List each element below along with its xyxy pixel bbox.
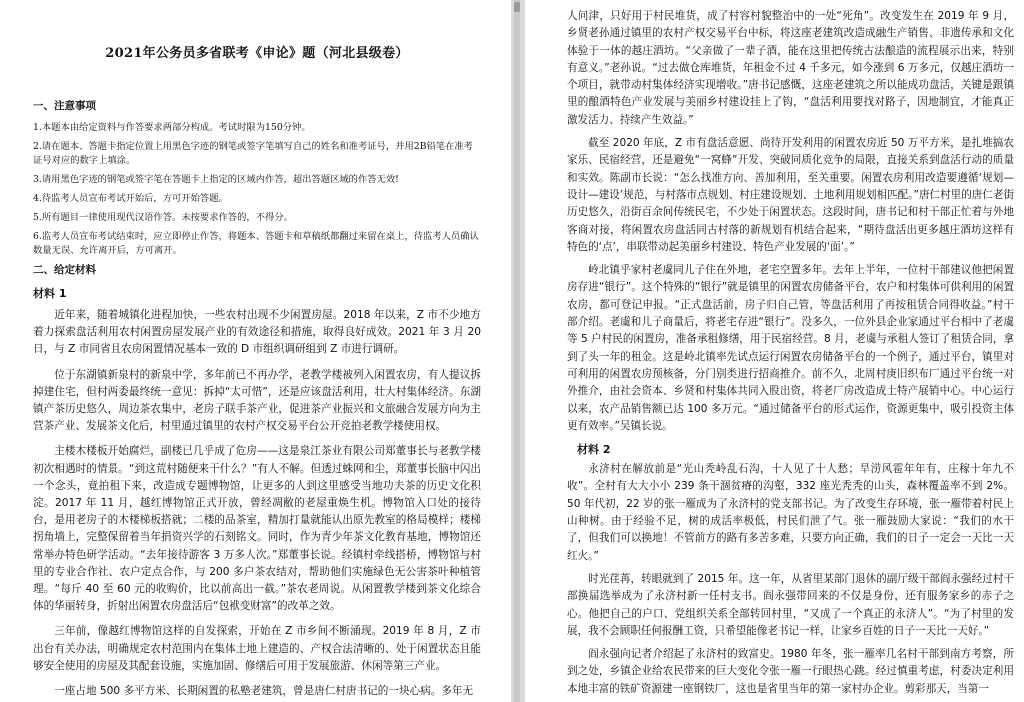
scrollbar-thumb[interactable]	[514, 2, 520, 12]
materials-heading: 二、给定材料	[33, 264, 96, 276]
body-paragraph: 时光荏苒，转眼就到了 2015 年。这一年，从省里某部门退休的副厅级干部阎永强经过村干部换届选举成为了永济村新一任村支书。阎永强带回来的不仅是身份，还有服务家乡的赤子之心。他把自己的户口、党组织关系全部转回村里，“又成了一个真正的永济人”。“为了村里的发展，我不会顾职任何报酬工资，只希望能像老书记一样，让家乡百姓的日子一天比一天好。”	[567, 572, 1014, 637]
notice-item: 3.请用黑色字迹的钢笔或签字笔在答题卡上指定的区域内作答，超出答题区域的作答无效!	[33, 174, 399, 185]
notice-item: 2.请在题本、答题卡指定位置上用黑色字迹的钢笔或签字笔填写自己的姓名和准考证号，并用2B铅笔在准考证号对应的数字上填涂。	[33, 141, 473, 166]
material-1-heading: 材料 1	[33, 287, 67, 300]
body-paragraph: 人问津，只好用于村民堆货，成了村容村貌整治中的一处“死角”。改变发生在 2019 年 9 月，乡贤老孙通过镇里的农村产权交易平台中标，将这座老建筑改造成融生产销售、非遗传承和文化体验于一体的越庄酒坊。“父亲做了一辈子酒，能在这里把传统古法酿造的流程展示出来，特别有意义。”老孙说。“过去做仓库堆货，年租金不过 4 千多元，如今涨到 6 万多元，仅越庄酒坊一个项目，就带动村集体经济实现增收。”唐书记感慨，这座老建筑之所以能成功盘活，关键是跟镇里的酿酒特色产业发展与美丽乡村建设挂上了钩，“盘活利用要找对路子，因地制宜，才能真正激发活力、持续产生效益。”	[567, 10, 1014, 126]
notice-item: 1.本题本由给定资料与作答要求两部分构成。考试时限为150分钟。	[33, 122, 311, 133]
notice-item: 6.监考人员宣布考试结束时，应立即停止作答，将题本、答题卡和草稿纸都翻过来留在桌上，待监考人员确认数量无误、允许离开后，方可离开。	[33, 231, 479, 256]
vertical-scrollbar[interactable]	[514, 0, 520, 702]
body-paragraph: 一座占地 500 多平方米、长期闲置的私塾老建筑，曾是唐仁村唐书记的一块心病。多年无	[54, 685, 474, 698]
body-paragraph: 三年前，像越红博物馆这样的自发探索，开始在 Z 市乡间不断涌现。2019 年 8 月，Z 市出台有关办法，明确规定农村范围内在集体土地上建造的、产权合法清晰的、处于闲置状态且能够安全使用的房屋及其配套设施，实施加固、修缮后可用于发展旅游、休闲等第三产业。	[33, 625, 481, 672]
notice-item: 5.所有题目一律使用现代汉语作答。未按要求作答的，不得分。	[33, 212, 293, 223]
doc-title: 2021年公务员多省联考《申论》题（河北县级卷）	[105, 46, 409, 61]
material-2-heading: 材料 2	[577, 443, 611, 457]
body-paragraph: 位于东湖镇新泉村的新泉中学，多年前已不再办学，老教学楼被列入闲置农房，有人提议拆掉建住宅，但村两委最终统一意见：拆掉“太可惜”，还是应该盘活利用，壮大村集体经济。东湖镇产茶历史悠久，周边茶农集中，老房子联手茶产业，促进茶产业振兴和文旅融合发展方向为主营茶产业、发展茶文化后，村里通过镇里的农村产权交易平台公开竞拍老教学楼使用权。	[33, 368, 481, 433]
body-paragraph: 截至 2020 年底，Z 市有盘活意愿、尚待开发利用的闲置农房近 50 万平方米，是扎堆搞农家乐、民宿经营，还是避免“一窝蜂”开发、突破同质化竞争的局限，直接关系到盘活行动的质量和实效。陈副市长说：“怎么找准方向、善加利用，至关重要。闲置农房利用改造要遵循‘规划—设计—建设’规范，与村落市点规划、村庄建设规划、土地利用规划相匹配。”唐仁村里的唐仁老街历史悠久，沿街百余间传统民宅，不少处于闲置状态。这段时间，唐书记和村干部正忙着与外地客商对接，将闲置农房盘活同古村落的新规划有机结合起来，“期待盘活出更多越庄酒坊这样有特色的‘点’，串联带动起美丽乡村建设、特色产业发展的‘面’。”	[567, 137, 1014, 253]
document-page-right	[525, 0, 1024, 702]
body-paragraph: 岭北镇乎家村老虞同儿子住在外地，老宅空置多年。去年上半年，一位村干部建议他把闲置房存进“银行”。这个特殊的“银行”就是镇里的闲置农房储备平台，农户和村集体可供利用的闲置农房，都可登记申报。“正式盘活前，房子归自己管，等盘活利用了再按租赁合同得收益。”村干部介绍。老虞和儿子商量后，将老宅存进“银行”。没多久，一位外县企业家通过平台相中了老虞等 5 户村民的闲置房，准备承租修缮，用于民宿经营。8 月，老虞与承租人签订了租赁合同，拿到了头一年的租金。这是岭北镇率先试点运行闲置农房储备平台的一个例子，通过平台，镇里对可利用的闲置农房预核备，分门别类进行招商推介。前不久，北周村庚旧织布厂通过平台统一对外推介，由社会资本、乡贤和村集体共同入股出资，将老厂房改造成土特产展销中心。中心运行以来，农产品销售额已达 100 多万元。“通过储备平台的形式运作，资源更集中，吸引投资主体更有效率。”吴镇长说。	[567, 264, 1014, 432]
body-paragraph: 近年来，随着城镇化进程加快，一些农村出现不少闲置房屋。2018 年以来，Z 市不少地方着力探索盘活利用农村闲置房屋发展产业的有效途径和措施，取得良好成效。2021 年 3 月 20 日，与 Z 市同省且农房闲置情况基本一致的 D 市组织调研组到 Z 市进行调研。	[33, 309, 481, 356]
document-page-left	[0, 0, 511, 702]
notice-heading: 一、注意事项	[33, 100, 96, 112]
body-paragraph: 阎永强向记者介绍起了永济村的致富史。1980 年冬，张一雁率几名村干部到南方考察，所到之处，乡镇企业给农民带来的巨大变化令张一雁一行眼热心跳。经过慎重考虑，村委决定利用本地丰富的铁矿资源建一座钢铁厂，这也是省里当年的第一家村办企业。剪彩那天，当第一	[567, 648, 1014, 695]
body-paragraph: 主楼木楼板开始腐烂，副楼已几乎成了危房——这是泉江茶业有限公司郑董事长与老教学楼初次相遇时的情景。“到这荒村随便来干什么？”有人不解。但透过蛛网和尘，郑董事长脑中闪出一个念头，竟拍租下来，改造成专题博物馆，让更多的人到这里感受当地功夫茶的历史文化积淀。2017 年 11 月，越红博物馆正式开放，曾经凋敝的老屋重焕生机。博物馆入口处的接待台，是用老房子的木楼梯板搭就；二楼的品茶室，精加打量就能认出原先教室的格局模样；楼梯拐角墙上，完整保留着当年捐资兴学的石刻铭文。同时，作为青少年茶文化教育基地，博物馆还常举办特色研学活动。“去年接待游客 3 万多人次。”郑董事长说。经镇村牵线搭桥，博物馆与村里的专业合作社、农户定点合作，与 200 多户茶农结对，帮助他们实施绿色无公害茶叶种植管理。“每斤 40 至 60 元的收购价，比以前高出一截。”茶农老周说。从闲置教学楼到茶文化综合体的华丽转身，折射出闲置农房盘活后“包袱变财富”的改革之效。	[33, 445, 481, 613]
body-paragraph: 永济村在解放前是“光山秃岭乱石沟，十人见了十人愁；旱涝风雹年年有，庄稼十年九不收”。全村有大大小小 239 条干涸贫瘠的沟壑，332 座光秃秃的山头，森林覆盖率不到 2%。50 年代初，22 岁的张一雁成为了永济村的党支部书记。为了改变生存环境，张一雁带着村民上山种树。由于经验不足，树的成活率极低，村民们泄了气。张一雁鼓励大家说：“我们的水干了，但我们可以换地！不管前方的路有多苦多难，只要方向正确，我们的日子一定会一天比一天红火。”	[567, 463, 1014, 562]
notice-item: 4.待监考人员宣布考试开始后，方可开始答题。	[33, 193, 228, 204]
